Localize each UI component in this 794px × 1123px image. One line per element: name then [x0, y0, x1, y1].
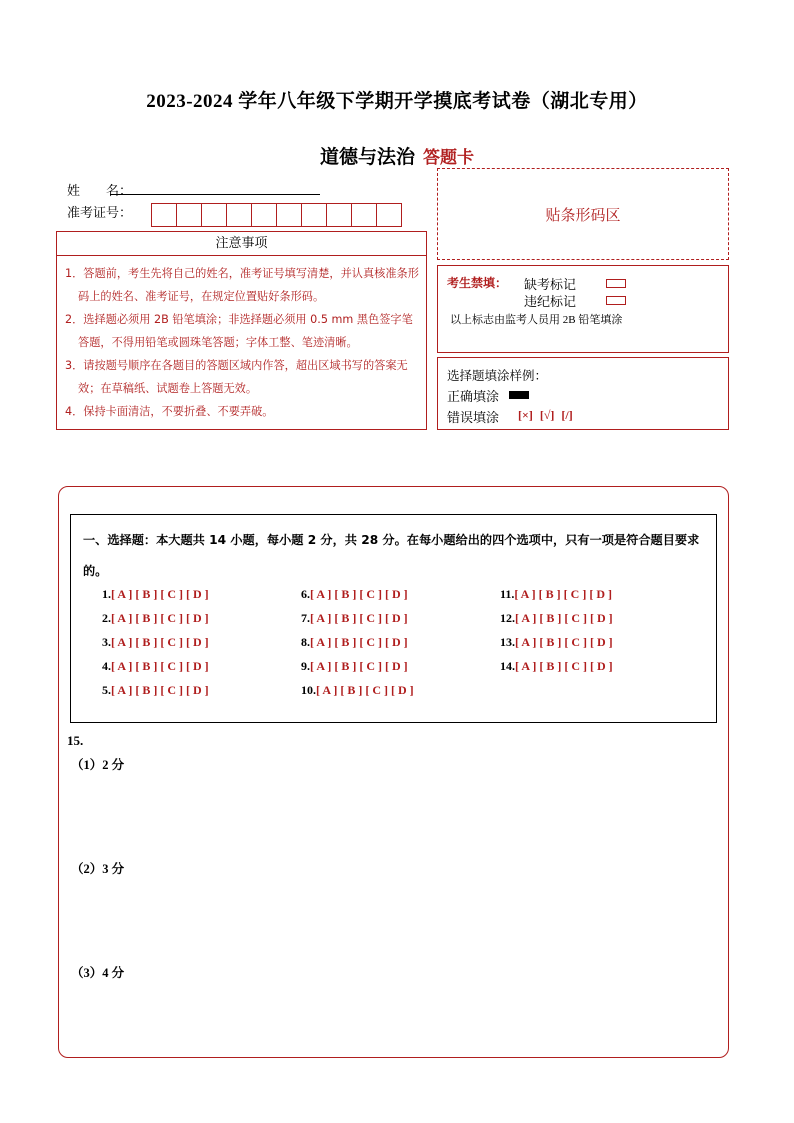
mc-question-4: [102, 659, 209, 674]
mc-number: 4.: [102, 659, 111, 673]
mc-question-7: [301, 611, 408, 626]
mc-options[interactable]: [ A ] [ B ] [ C ] [ D ]: [111, 683, 209, 697]
exam-id-cell[interactable]: [326, 203, 352, 227]
mc-options[interactable]: [ A ] [ B ] [ C ] [ D ]: [310, 587, 408, 601]
mc-question-2: [102, 611, 209, 626]
exam-id-cell[interactable]: [376, 203, 402, 227]
barcode-area: [437, 168, 729, 260]
mc-options[interactable]: [ A ] [ B ] [ C ] [ D ]: [111, 659, 209, 673]
mc-number: 8.: [301, 635, 310, 649]
exam-id-cell[interactable]: [276, 203, 302, 227]
mc-question-8: [301, 635, 408, 650]
violation-mark-box[interactable]: [606, 296, 626, 305]
exam-id-boxes: [151, 203, 401, 227]
mc-options[interactable]: [ A ] [ B ] [ C ] [ D ]: [515, 635, 613, 649]
mc-options[interactable]: [ A ] [ B ] [ C ] [ D ]: [111, 635, 209, 649]
mc-number: 6.: [301, 587, 310, 601]
mc-number: 2.: [102, 611, 111, 625]
mc-question-5: [102, 683, 209, 698]
question-15-part-2: （2）3 分: [71, 862, 125, 876]
correct-fill-mark: [509, 391, 529, 399]
absent-mark-box[interactable]: [606, 279, 626, 288]
mc-number: 12.: [500, 611, 515, 625]
barcode-label: 贴条形码区: [545, 207, 621, 224]
mc-number: 14.: [500, 659, 515, 673]
forbidden-note: 以上标志由监考人员用 2B 铅笔填涂: [450, 314, 623, 326]
name-input-line[interactable]: [110, 194, 320, 195]
mc-options[interactable]: [ A ] [ B ] [ C ] [ D ]: [515, 659, 613, 673]
answer-card-label: 答题卡: [423, 148, 474, 168]
mc-question-6: [301, 587, 408, 602]
notice-box: [56, 231, 427, 430]
mc-question-10: [301, 683, 414, 698]
mc-question-3: [102, 635, 209, 650]
mc-options[interactable]: [ A ] [ B ] [ C ] [ D ]: [316, 683, 414, 697]
multiple-choice-instruction: 一、选择题：本大题共 14 小题，每小题 2 分，共 28 分。在每小题给出的四个选项中，只有一项是符合题目要求的。: [83, 533, 700, 578]
wrong-fill-label: 错误填涂: [447, 411, 500, 426]
mc-options[interactable]: [ A ] [ B ] [ C ] [ D ]: [310, 659, 408, 673]
correct-fill-label: 正确填涂: [447, 390, 500, 405]
exam-id-cell[interactable]: [226, 203, 252, 227]
fill-sample-box: [437, 357, 729, 430]
mc-number: 7.: [301, 611, 310, 625]
question-15-part-3: （3）4 分: [71, 966, 125, 980]
mc-options[interactable]: [ A ] [ B ] [ C ] [ D ]: [514, 587, 612, 601]
mc-number: 10.: [301, 683, 316, 697]
mc-question-11: [500, 587, 612, 602]
wrong-fill-marks: [×] [√] [/]: [518, 408, 573, 422]
mc-number: 1.: [102, 587, 111, 601]
exam-id-cell[interactable]: [351, 203, 377, 227]
question-15-part-1: （1）2 分: [71, 758, 125, 772]
subject-line: [0, 142, 794, 169]
forbidden-label: 考生禁填：: [447, 276, 508, 290]
mc-number: 13.: [500, 635, 515, 649]
exam-id-cell[interactable]: [176, 203, 202, 227]
mc-options[interactable]: [ A ] [ B ] [ C ] [ D ]: [111, 587, 209, 601]
subject-title: 道德与法治: [319, 146, 415, 168]
mc-number: 9.: [301, 659, 310, 673]
notice-item: 2．选择题必须用 2B 铅笔填涂；非选择题必须用 0.5 mm 黑色签字笔答题，不得用铅笔或圆珠笔答题；字体工整、笔迹清晰。: [65, 313, 413, 349]
mc-number: 5.: [102, 683, 111, 697]
mc-options[interactable]: [ A ] [ B ] [ C ] [ D ]: [111, 611, 209, 625]
exam-id-cell[interactable]: [251, 203, 277, 227]
mc-question-13: [500, 635, 613, 650]
notice-item: 4．保持卡面清洁，不要折叠、不要弄破。: [65, 405, 274, 418]
mc-options[interactable]: [ A ] [ B ] [ C ] [ D ]: [310, 635, 408, 649]
notice-title: 注意事项: [57, 232, 426, 256]
exam-id-cell[interactable]: [301, 203, 327, 227]
mc-question-14: [500, 659, 613, 674]
exam-id-label: 准考证号：: [67, 206, 133, 221]
fill-sample-title: 选择题填涂样例：: [447, 368, 548, 383]
mc-number: 11.: [500, 587, 515, 601]
exam-title: 2023-2024 学年八年级下学期开学摸底考试卷（湖北专用）: [146, 91, 648, 112]
mc-question-9: [301, 659, 408, 674]
multiple-choice-box: [70, 514, 717, 723]
notice-item: 1．答题前，考生先将自己的姓名，准考证号填写清楚，并认真核准条形码上的姓名、准考证号，在规定位置贴好条形码。: [65, 267, 419, 303]
forbidden-fill-box: [437, 265, 729, 353]
mc-number: 3.: [102, 635, 111, 649]
mc-options[interactable]: [ A ] [ B ] [ C ] [ D ]: [310, 611, 408, 625]
question-15-number: 15.: [67, 733, 84, 748]
name-label: 姓 名：: [67, 184, 133, 199]
exam-id-cell[interactable]: [201, 203, 227, 227]
notice-item: 3．请按题号顺序在各题目的答题区域内作答，超出区域书写的答案无效；在草稿纸、试题卷上答题无效。: [65, 359, 408, 395]
mc-question-1: [102, 587, 209, 602]
mc-question-12: [500, 611, 613, 626]
mc-options[interactable]: [ A ] [ B ] [ C ] [ D ]: [515, 611, 613, 625]
exam-id-cell[interactable]: [151, 203, 177, 227]
violation-mark-label: 违纪标记: [524, 295, 577, 310]
absent-mark-label: 缺考标记: [524, 278, 577, 293]
notice-list: [57, 256, 426, 423]
